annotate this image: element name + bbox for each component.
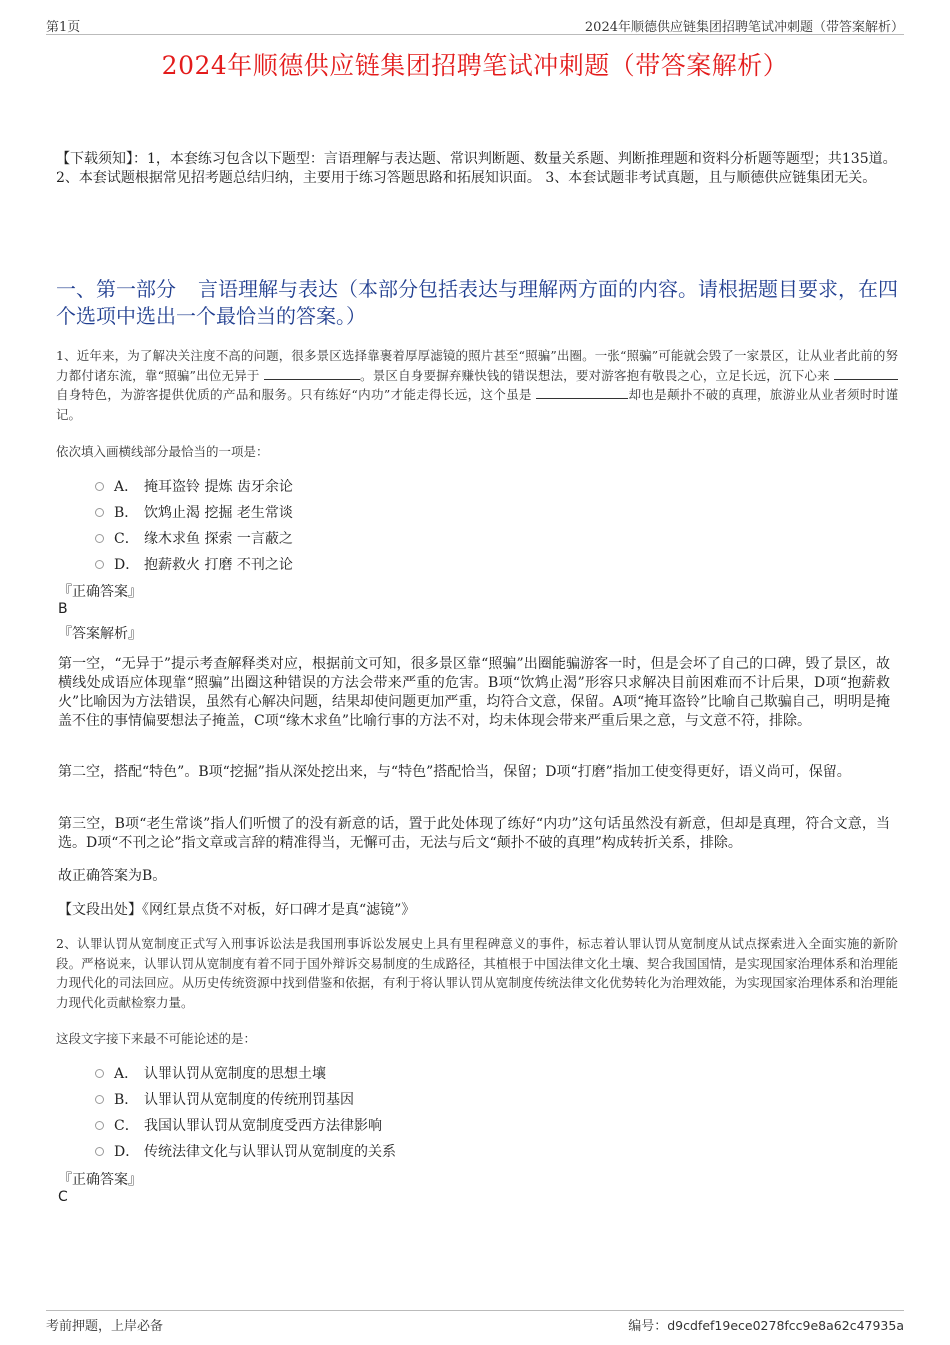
radio-icon[interactable] [95,1121,104,1130]
analysis-label: 『答案解析』 [58,626,142,642]
radio-icon[interactable] [95,482,104,491]
question-1-stem: 依次填入画横线部分最恰当的一项是： [56,444,269,459]
page-title: 2024年顺德供应链集团招聘笔试冲刺题（带答案解析） [161,51,789,80]
radio-icon[interactable] [95,1095,104,1104]
fill-blank-1 [264,367,360,380]
analysis-conclusion: 故正确答案为B。 [58,868,167,884]
download-notice: 【下载须知】：1，本套练习包含以下题型：言语理解与表达题、常识判断题、数量关系题、判断推理题和资料分析题等题型；共135道。 2、本套试题根据常见招考题总结归纳，主要用于练习答题思路和拓展知识面。 3、本套试题非考试真题，且与顺德供应链集团无关。 [56,151,897,186]
page-header [46,14,904,35]
section-heading [56,276,898,330]
option-a[interactable]: A． 掩耳盗铃 提炼 齿牙余论 [95,473,293,499]
question-2-text: 2、认罪认罚从宽制度正式写入刑事诉讼法是我国刑事诉讼发展史上具有里程碑意义的事件，标志着认罪认罚从宽制度从试点探索进入全面实施的新阶段。严格说来，认罪认罚从宽制度有着不同于国外辩诉交易制度的生成路径，其植根于中国法律文化土壤、契合我国国情，是实现国家治理体系和治理能力现代化的司法回应。从历史传统资源中找到借鉴和依据，有利于将认罪认罚从宽制度传统法律文化优势转化为治理效能，为实现国家治理体系和治理能力现代化贡献检察力量。 [56,936,898,1010]
option-c[interactable]: C． 我国认罪认罚从宽制度受西方法律影响 [95,1112,396,1138]
page-footer [46,1310,904,1333]
option-d[interactable]: D． 抱薪救火 打磨 不刊之论 [95,551,293,577]
radio-icon[interactable] [95,508,104,517]
fill-blank-2 [834,367,898,380]
radio-icon[interactable] [95,560,104,569]
option-d[interactable]: D． 传统法律文化与认罪认罚从宽制度的关系 [95,1138,396,1164]
question-1-options [95,473,293,577]
correct-answer: B [58,601,68,617]
radio-icon[interactable] [95,1069,104,1078]
radio-icon[interactable] [95,1147,104,1156]
question-2-stem: 这段文字接下来最不可能论述的是： [56,1031,257,1046]
answer-label: 『正确答案』 [58,1172,142,1188]
question-2-options [95,1060,396,1164]
analysis-paragraph-3: 第三空，B项“老生常谈”指人们听惯了的没有新意的话，置于此处体现了练好“内功”这句话虽然没有新意，但却是真理，符合文意，当选。D项“不刊之论”指文章或言辞的精准得当，无懈可击，无法与后文“颠扑不破的真理”构成转折关系，排除。 [58,816,890,851]
section-text: 言语理解与表达（本部分包括表达与理解两方面的内容。请根据题目要求，在四个选项中选出一个最恰当的答案。） [56,277,898,328]
answer-label: 『正确答案』 [58,584,142,600]
option-b[interactable]: B． 认罪认罚从宽制度的传统刑罚基因 [95,1086,396,1112]
option-a[interactable]: A． 认罪认罚从宽制度的思想土壤 [95,1060,396,1086]
document-code: 编号：d9cdfef19ece0278fcc9e8a62c47935a [628,1318,904,1334]
radio-icon[interactable] [95,534,104,543]
page-number: 第1页 [46,20,81,35]
option-b[interactable]: B． 饮鸩止渴 挖掘 老生常谈 [95,499,293,525]
footer-slogan: 考前押题，上岸必备 [46,1319,164,1334]
correct-answer: C [58,1189,68,1205]
analysis-paragraph-2: 第二空，搭配“特色”。B项“挖掘”指从深处挖出来，与“特色”搭配恰当，保留；D项“打磨”指加工使变得更好，语义尚可，保留。 [58,764,851,780]
option-c[interactable]: C． 缘木求鱼 探索 一言蔽之 [95,525,293,551]
passage-source: 【文段出处】《网红景点货不对板，好口碑才是真“滤镜”》 [58,902,416,918]
section-part: 一、第一部分 [56,277,176,301]
analysis-paragraph-1: 第一空，“无异于”提示考查解释类对应，根据前文可知，很多景区靠“照骗”出圈能骗游客一时，但是会坏了自己的口碑，毁了景区，故横线处成语应体现靠“照骗”出圈这种错误的方法会带来严重的危害。B项“饮鸩止渴”形容只求解决目前困难而不计后果，D项“抱薪救火”比喻因为方法错误，虽然有心解决问题，结果却使问题更加严重，均符合文意，保留。A项“掩耳盗铃”比喻自己欺骗自己，明明是掩盖不住的事情偏要想法子掩盖，C项“缘木求鱼”比喻行事的方法不对，均未体现会带来严重后果之意，与文意不符，排除。 [58,656,890,729]
fill-blank-3 [536,386,628,399]
header-doc-title: 2024年顺德供应链集团招聘笔试冲刺题（带答案解析） [584,20,904,35]
question-1-text: 1、近年来，为了解决关注度不高的问题，很多景区选择靠裹着厚厚滤镜的照片甚至“照骗”出圈。一张“照骗”可能就会毁了一家景区，让从业者此前的努力都付诸东流，靠“照骗”出位无异于 。景区自身要摒弃赚快钱的错误想法，要对游客抱有敬畏之心，立足长远，沉下心来 自身特色，为游客提供优质的产品和服务。只有练好“内功”才能走得长远，这个虽是 却也是颠扑不破的真理，旅游业从业者须时时谨记。 [56,348,898,422]
